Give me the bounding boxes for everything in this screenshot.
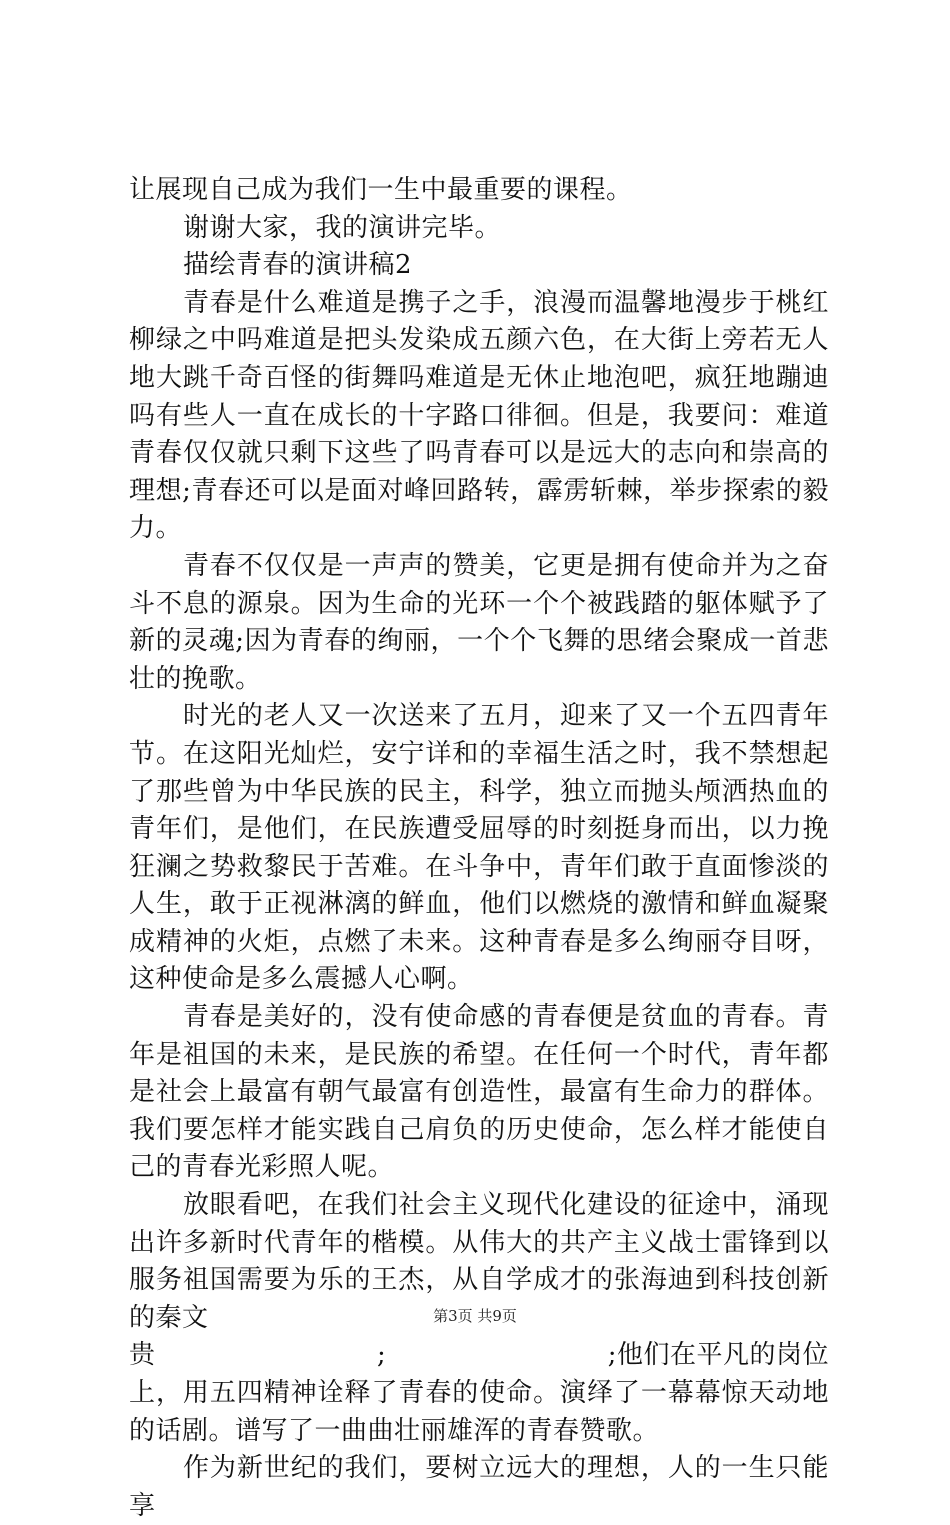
paragraph-5: 时光的老人又一次送来了五月，迎来了又一个五四青年节。在这阳光灿烂，安宁详和的幸福生活之时，我不禁想起了那些曾为中华民族的民主，科学，独立而抛头颅洒热血的青年们，是他们，在民族遭受屈辱的时刻挺身而出，以力挽狂澜之势救黎民于苦难。在斗争中，青年们敢于直面惨淡的人生，敢于正视淋漓的鲜血，他们以燃烧的激情和鲜血凝聚成精神的火炬，点燃了未来。这种青春是多么绚丽夺目呀，这种使命是多么震撼人心啊。 [129, 701, 829, 995]
spaced-line [129, 1337, 829, 1375]
spaced-line-part-1: 贵 [129, 1340, 156, 1371]
paragraph-6: 青春是美好的，没有使命感的青春便是贫血的青春。青年是祖国的未来，是民族的希望。在任何一个时代，青年都是社会上最富有朝气最富有创造性，最富有生命力的群体。我们要怎样才能实践自己肩负的历史使命，怎么样才能使自己的青春光彩照人呢。 [129, 1002, 829, 1183]
page-number: 第3页 共9页 [433, 1307, 517, 1325]
paragraph-9: 作为新世纪的我们，要树立远大的理想，人的一生只能享 [129, 1453, 829, 1521]
paragraph-7: 放眼看吧，在我们社会主义现代化建设的征途中，涌现出许多新时代青年的楷模。从伟大的共产主义战士雷锋到以服务祖国需要为乐的王杰，从自学成才的张海迪到科技创新的秦文 [129, 1190, 829, 1333]
paragraph-1: 谢谢大家，我的演讲完毕。 [183, 212, 502, 243]
spaced-line-part-3: ;他们在平凡的岗位 [607, 1340, 829, 1371]
paragraph-0: 让展现自己成为我们一生中最重要的课程。 [129, 175, 633, 205]
paragraph-2-heading: 描绘青春的演讲稿2 [183, 250, 413, 281]
paragraph-8: 上，用五四精神诠释了青春的使命。演绎了一幕幕惊天动地的话剧。谱写了一曲曲壮丽雄浑的青春赞歌。 [129, 1378, 829, 1446]
paragraph-4: 青春不仅仅是一声声的赞美，它更是拥有使命并为之奋斗不息的源泉。因为生命的光环一个个被践踏的躯体赋予了新的灵魂;因为青春的绚丽，一个个飞舞的思绪会聚成一首悲壮的挽歌。 [129, 550, 829, 694]
page-footer [0, 1306, 950, 1326]
paragraph-3: 青春是什么难道是携子之手，浪漫而温馨地漫步于桃红柳绿之中吗难道是把头发染成五颜六色，在大街上旁若无人地大跳千奇百怪的街舞吗难道是无休止地泡吧，疯狂地蹦迪吗有些人一直在成长的十字路口徘徊。但是，我要问：难道青春仅仅就只剩下这些了吗青春可以是远大的志向和崇高的理想;青春还可以是面对峰回路转，霹雳斩棘，举步探索的毅力。 [129, 287, 829, 544]
spaced-line-part-2: ; [376, 1340, 387, 1371]
